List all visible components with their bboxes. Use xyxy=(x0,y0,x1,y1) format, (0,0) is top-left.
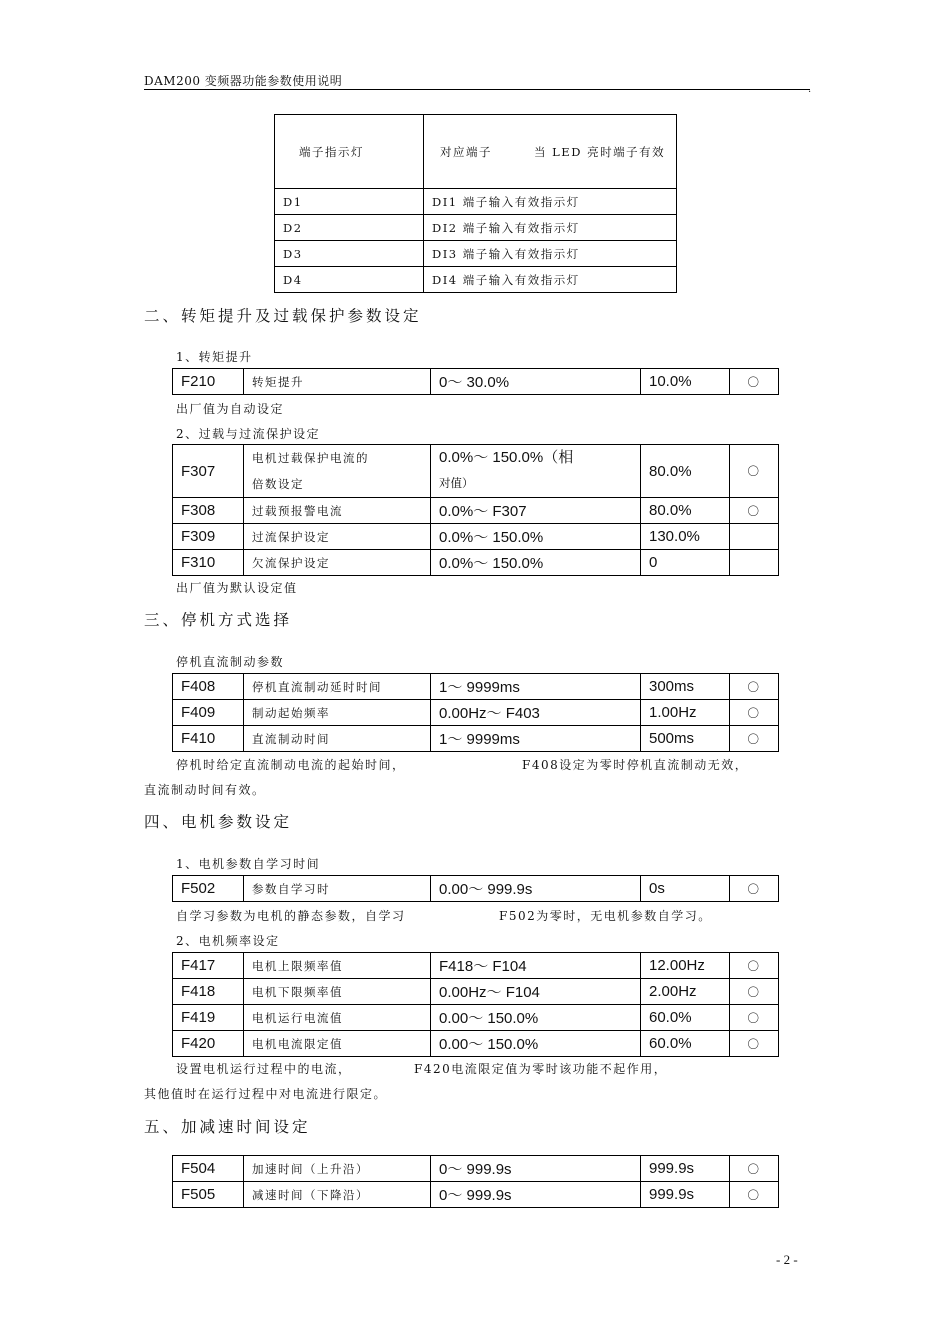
param-flag: 〇 xyxy=(730,445,779,498)
param-range: 0.0%～ 150.0% xyxy=(431,524,641,550)
param-name-line: 电机过载保护电流的 xyxy=(252,451,369,465)
terminal-indicator-table xyxy=(274,114,677,293)
param-default: 300ms xyxy=(641,674,730,700)
note-text: 2、电机频率设定 xyxy=(176,934,280,948)
param-flag: 〇 xyxy=(730,674,779,700)
param-name: 欠流保护设定 xyxy=(244,550,431,576)
header-part: LED xyxy=(552,144,582,159)
param-flag: 〇 xyxy=(730,1156,779,1182)
param-name: 过载预报警电流 xyxy=(244,498,431,524)
table-cell: DI4 端子输入有效指示灯 xyxy=(424,267,677,293)
table-cell: D1 xyxy=(275,189,424,215)
note-text: 停机直流制动参数 xyxy=(176,655,285,669)
param-name: 转矩提升 xyxy=(244,369,431,395)
param-name: 电机运行电流值 xyxy=(244,1005,431,1031)
param-default: 0 xyxy=(641,550,730,576)
param-code: F502 xyxy=(173,876,244,902)
param-code: F420 xyxy=(173,1031,244,1057)
param-range xyxy=(431,445,641,498)
note-text: 停机时给定直流制动电流的起始时间， xyxy=(176,758,406,772)
param-flag: 〇 xyxy=(730,726,779,752)
param-flag: 〇 xyxy=(730,700,779,726)
section-heading: 三、停机方式选择 xyxy=(144,611,293,629)
table-cell: DI2 端子输入有效指示灯 xyxy=(424,215,677,241)
param-range: 0.0%～ 150.0% xyxy=(431,550,641,576)
param-default: 500ms xyxy=(641,726,730,752)
param-code: F418 xyxy=(173,979,244,1005)
table-header-cell: 端子指示灯 xyxy=(275,115,424,189)
param-code: F419 xyxy=(173,1005,244,1031)
param-flag: 〇 xyxy=(730,1031,779,1057)
param-table-f210 xyxy=(172,368,779,395)
param-default: 60.0% xyxy=(641,1005,730,1031)
table-cell: D3 xyxy=(275,241,424,267)
param-name: 减速时间（下降沿） xyxy=(244,1182,431,1208)
param-code: F307 xyxy=(173,445,244,498)
param-code: F308 xyxy=(173,498,244,524)
param-name: 停机直流制动延时时间 xyxy=(244,674,431,700)
note-text: 自学习参数为电机的静态参数，自学习 xyxy=(176,909,406,923)
param-default: 10.0% xyxy=(641,369,730,395)
param-range: 0.00～ 150.0% xyxy=(431,1031,641,1057)
param-range: 1～ 9999ms xyxy=(431,726,641,752)
section-heading: 二、转矩提升及过载保护参数设定 xyxy=(144,307,422,325)
param-name: 加速时间（上升沿） xyxy=(244,1156,431,1182)
note-text: 出厂值为默认设定值 xyxy=(176,581,298,595)
table-header-cell xyxy=(424,115,677,189)
param-default: 1.00Hz xyxy=(641,700,730,726)
param-code: F309 xyxy=(173,524,244,550)
param-flag: 〇 xyxy=(730,953,779,979)
header-dot: . xyxy=(808,84,812,95)
param-flag xyxy=(730,550,779,576)
note-text: 设置电机运行过程中的电流， xyxy=(176,1062,352,1076)
param-code: F408 xyxy=(173,674,244,700)
param-table-f502 xyxy=(172,875,779,902)
param-code: F505 xyxy=(173,1182,244,1208)
note-text: 出厂值为自动设定 xyxy=(176,402,285,416)
param-default: 12.00Hz xyxy=(641,953,730,979)
param-range: F418～ F104 xyxy=(431,953,641,979)
table-cell: DI3 端子输入有效指示灯 xyxy=(424,241,677,267)
param-range: 0～ 30.0% xyxy=(431,369,641,395)
param-flag: 〇 xyxy=(730,498,779,524)
param-name: 直流制动时间 xyxy=(244,726,431,752)
param-table-f408 xyxy=(172,673,779,752)
note-text: 直流制动时间有效。 xyxy=(144,783,266,797)
param-name: 电机上限频率值 xyxy=(244,953,431,979)
param-name: 电机电流限定值 xyxy=(244,1031,431,1057)
param-default: 2.00Hz xyxy=(641,979,730,1005)
param-table-f504 xyxy=(172,1155,779,1208)
note-text: F408设定为零时停机直流制动无效， xyxy=(522,758,749,772)
header-part: 亮时端子有效 xyxy=(587,144,666,159)
note-text: F502为零时，无电机参数自学习。 xyxy=(499,909,712,923)
header-rule xyxy=(144,89,810,90)
note-text: 其他值时在运行过程中对电流进行限定。 xyxy=(144,1087,388,1101)
param-code: F310 xyxy=(173,550,244,576)
note-text: 2、过载与过流保护设定 xyxy=(176,427,321,441)
param-code: F410 xyxy=(173,726,244,752)
section-heading: 五、加减速时间设定 xyxy=(144,1118,311,1136)
table-cell: DI1 端子输入有效指示灯 xyxy=(424,189,677,215)
param-range: 0.00Hz～ F104 xyxy=(431,979,641,1005)
param-name xyxy=(244,445,431,498)
param-default: 80.0% xyxy=(641,445,730,498)
param-default: 0s xyxy=(641,876,730,902)
note-text: F420电流限定值为零时该功能不起作用， xyxy=(414,1062,668,1076)
param-name: 参数自学习时 xyxy=(244,876,431,902)
page-number: - 2 - xyxy=(776,1252,798,1267)
param-flag xyxy=(730,524,779,550)
param-flag: 〇 xyxy=(730,1005,779,1031)
param-table-f417 xyxy=(172,952,779,1057)
param-code: F210 xyxy=(173,369,244,395)
param-flag: 〇 xyxy=(730,979,779,1005)
param-range: 0.00～ 150.0% xyxy=(431,1005,641,1031)
param-name-line: 倍数设定 xyxy=(252,477,304,491)
param-range: 0～ 999.9s xyxy=(431,1156,641,1182)
param-range: 0～ 999.9s xyxy=(431,1182,641,1208)
param-default: 80.0% xyxy=(641,498,730,524)
param-range-line: 对值） xyxy=(439,478,474,490)
param-flag: 〇 xyxy=(730,369,779,395)
section-heading: 四、电机参数设定 xyxy=(144,813,293,831)
param-name: 电机下限频率值 xyxy=(244,979,431,1005)
param-default: 999.9s xyxy=(641,1182,730,1208)
header-part: 当 xyxy=(534,144,547,159)
param-range: 0.00～ 999.9s xyxy=(431,876,641,902)
note-text: 1、转矩提升 xyxy=(176,350,253,364)
param-range: 0.0%～ F307 xyxy=(431,498,641,524)
param-range-line: 0.0%～ 150.0%（相 xyxy=(439,449,574,466)
param-code: F409 xyxy=(173,700,244,726)
param-default: 999.9s xyxy=(641,1156,730,1182)
param-code: F504 xyxy=(173,1156,244,1182)
param-default: 60.0% xyxy=(641,1031,730,1057)
param-range: 0.00Hz～ F403 xyxy=(431,700,641,726)
param-code: F417 xyxy=(173,953,244,979)
param-name: 过流保护设定 xyxy=(244,524,431,550)
page-header-title: DAM200 变频器功能参数使用说明 xyxy=(144,74,343,88)
header-part: 对应端子 xyxy=(440,144,492,159)
param-default: 130.0% xyxy=(641,524,730,550)
table-cell: D4 xyxy=(275,267,424,293)
note-text: 1、电机参数自学习时间 xyxy=(176,857,321,871)
param-name: 制动起始频率 xyxy=(244,700,431,726)
table-cell: D2 xyxy=(275,215,424,241)
param-range: 1～ 9999ms xyxy=(431,674,641,700)
param-table-f307 xyxy=(172,444,779,576)
param-flag: 〇 xyxy=(730,876,779,902)
param-flag: 〇 xyxy=(730,1182,779,1208)
